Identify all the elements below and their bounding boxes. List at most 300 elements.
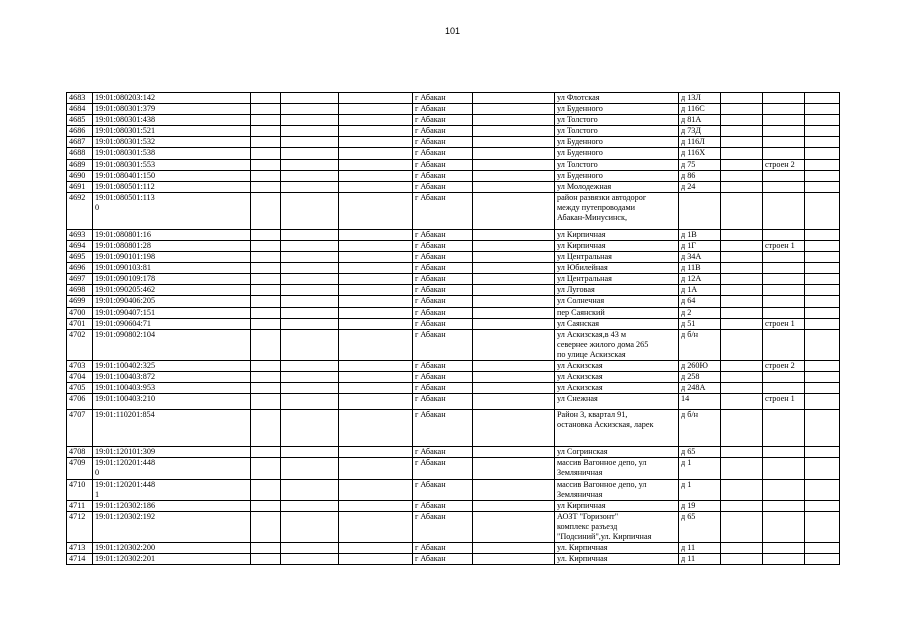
cell-building — [763, 263, 805, 274]
cell-empty — [251, 383, 281, 394]
cell-empty — [805, 104, 840, 115]
cell-street: ул Центральная — [555, 252, 679, 263]
cell-no: 4709 — [67, 458, 93, 479]
cell-street: ул Кирпичная — [555, 229, 679, 240]
cell-street: район развязки автодорог между путепроводами Абакан-Минусинск, — [555, 192, 679, 229]
cell-empty — [281, 360, 339, 371]
cell-city: г Абакан — [413, 93, 473, 104]
cell-empty — [339, 274, 413, 285]
cell-empty — [281, 104, 339, 115]
cell-empty — [251, 447, 281, 458]
cell-street: ул Аскизская — [555, 360, 679, 371]
cell-building — [763, 137, 805, 148]
cell-empty — [721, 458, 763, 479]
cell-empty — [251, 93, 281, 104]
cell-building — [763, 296, 805, 307]
cell-empty — [339, 394, 413, 410]
cell-building — [763, 93, 805, 104]
cell-no: 4704 — [67, 372, 93, 383]
cell-empty — [251, 159, 281, 170]
cell-empty — [805, 372, 840, 383]
cell-empty — [339, 170, 413, 181]
cell-empty — [805, 192, 840, 229]
cell-empty — [805, 263, 840, 274]
cell-empty — [473, 159, 555, 170]
cell-street: ул Кирпичная — [555, 240, 679, 251]
cell-empty — [721, 511, 763, 542]
cell-empty — [473, 479, 555, 500]
cell-empty — [339, 148, 413, 159]
table-row — [67, 148, 840, 159]
cell-empty — [721, 93, 763, 104]
cell-empty — [473, 263, 555, 274]
cell-house: д 51 — [679, 318, 721, 329]
cell-empty — [805, 115, 840, 126]
cell-empty — [721, 554, 763, 565]
cell-building — [763, 329, 805, 360]
cell-no: 4685 — [67, 115, 93, 126]
cell-cadastral: 19:01:090407:151 — [93, 307, 251, 318]
cell-empty — [281, 554, 339, 565]
table-row — [67, 104, 840, 115]
cell-empty — [339, 263, 413, 274]
cell-no: 4690 — [67, 170, 93, 181]
cell-house: д 13Л — [679, 93, 721, 104]
cell-cadastral: 19:01:080501:113 0 — [93, 192, 251, 229]
cell-empty — [805, 181, 840, 192]
cell-empty — [281, 274, 339, 285]
cell-cadastral: 19:01:090604:71 — [93, 318, 251, 329]
cell-street: ул. Кирпичная — [555, 543, 679, 554]
cell-empty — [721, 410, 763, 447]
cell-empty — [251, 240, 281, 251]
cell-house: д 65 — [679, 447, 721, 458]
cell-empty — [473, 410, 555, 447]
cell-empty — [339, 159, 413, 170]
cell-building — [763, 458, 805, 479]
cell-empty — [805, 410, 840, 447]
cell-city: г Абакан — [413, 307, 473, 318]
cell-empty — [473, 296, 555, 307]
cell-empty — [805, 458, 840, 479]
cell-empty — [281, 296, 339, 307]
cell-empty — [721, 318, 763, 329]
cell-cadastral: 19:01:080801:28 — [93, 240, 251, 251]
cell-street: ул Центральная — [555, 274, 679, 285]
cell-house: 14 — [679, 394, 721, 410]
cell-no: 4686 — [67, 126, 93, 137]
cell-empty — [805, 252, 840, 263]
table-row — [67, 296, 840, 307]
cell-city: г Абакан — [413, 115, 473, 126]
cell-building — [763, 410, 805, 447]
cell-cadastral: 19:01:100403:210 — [93, 394, 251, 410]
cell-empty — [721, 126, 763, 137]
cell-empty — [805, 447, 840, 458]
cell-city: г Абакан — [413, 159, 473, 170]
cell-empty — [251, 274, 281, 285]
cell-empty — [281, 170, 339, 181]
table-row — [67, 394, 840, 410]
cell-cadastral: 19:01:090101:198 — [93, 252, 251, 263]
cell-city: г Абакан — [413, 137, 473, 148]
cell-building — [763, 307, 805, 318]
cell-building — [763, 148, 805, 159]
cell-empty — [281, 263, 339, 274]
cell-empty — [251, 181, 281, 192]
cell-empty — [473, 307, 555, 318]
cell-street: ул Толстого — [555, 126, 679, 137]
cell-city: г Абакан — [413, 479, 473, 500]
cell-empty — [473, 500, 555, 511]
cell-empty — [339, 252, 413, 263]
cell-cadastral: 19:01:080301:538 — [93, 148, 251, 159]
table-row — [67, 500, 840, 511]
cell-empty — [473, 554, 555, 565]
cell-building — [763, 554, 805, 565]
cell-house: д 11В — [679, 263, 721, 274]
cell-building — [763, 274, 805, 285]
cell-empty — [281, 318, 339, 329]
cell-empty — [721, 229, 763, 240]
page-number: 101 — [444, 26, 461, 36]
cell-empty — [339, 126, 413, 137]
cell-no: 4701 — [67, 318, 93, 329]
cell-empty — [805, 93, 840, 104]
cell-city: г Абакан — [413, 372, 473, 383]
cell-house: д 34А — [679, 252, 721, 263]
cell-cadastral: 19:01:120101:309 — [93, 447, 251, 458]
cell-empty — [805, 229, 840, 240]
cell-empty — [339, 93, 413, 104]
cell-empty — [473, 274, 555, 285]
cell-building — [763, 500, 805, 511]
cell-empty — [251, 296, 281, 307]
cell-no: 4706 — [67, 394, 93, 410]
cell-empty — [805, 307, 840, 318]
cell-building: строен 2 — [763, 360, 805, 371]
cell-empty — [251, 104, 281, 115]
table-row — [67, 447, 840, 458]
cell-empty — [805, 511, 840, 542]
cell-cadastral: 19:01:080501:112 — [93, 181, 251, 192]
cell-empty — [721, 383, 763, 394]
cell-building: строен 1 — [763, 394, 805, 410]
cell-street: ул Снежная — [555, 394, 679, 410]
cell-empty — [473, 394, 555, 410]
cell-empty — [721, 115, 763, 126]
cell-empty — [473, 137, 555, 148]
cell-empty — [251, 126, 281, 137]
cell-building — [763, 543, 805, 554]
cell-empty — [251, 554, 281, 565]
cell-empty — [721, 137, 763, 148]
registry-table — [66, 92, 840, 565]
cell-street: ул Молодежная — [555, 181, 679, 192]
cell-empty — [281, 148, 339, 159]
table-row — [67, 170, 840, 181]
cell-empty — [339, 329, 413, 360]
cell-street: ул Юбилейная — [555, 263, 679, 274]
table-body — [67, 93, 840, 565]
cell-city: г Абакан — [413, 285, 473, 296]
cell-cadastral: 19:01:080401:150 — [93, 170, 251, 181]
cell-empty — [721, 372, 763, 383]
cell-cadastral: 19:01:100403:953 — [93, 383, 251, 394]
cell-empty — [281, 372, 339, 383]
cell-city: г Абакан — [413, 126, 473, 137]
cell-empty — [339, 500, 413, 511]
cell-city: г Абакан — [413, 192, 473, 229]
cell-empty — [721, 360, 763, 371]
cell-empty — [805, 394, 840, 410]
table-row — [67, 274, 840, 285]
cell-empty — [251, 410, 281, 447]
table-row — [67, 543, 840, 554]
cell-city: г Абакан — [413, 240, 473, 251]
cell-empty — [805, 170, 840, 181]
cell-empty — [721, 148, 763, 159]
cell-no: 4694 — [67, 240, 93, 251]
cell-empty — [251, 394, 281, 410]
cell-house: д б/н — [679, 410, 721, 447]
cell-street: ул. Кирпичная — [555, 554, 679, 565]
cell-city: г Абакан — [413, 181, 473, 192]
cell-city: г Абакан — [413, 318, 473, 329]
cell-no: 4691 — [67, 181, 93, 192]
cell-street: ул Кирпичная — [555, 500, 679, 511]
cell-house: д 1 — [679, 458, 721, 479]
cell-no: 4708 — [67, 447, 93, 458]
cell-empty — [339, 383, 413, 394]
cell-no: 4713 — [67, 543, 93, 554]
cell-building — [763, 383, 805, 394]
cell-no: 4711 — [67, 500, 93, 511]
cell-street: ул Солнечная — [555, 296, 679, 307]
cell-cadastral: 19:01:090205:462 — [93, 285, 251, 296]
cell-house: д 1В — [679, 229, 721, 240]
cell-building — [763, 115, 805, 126]
cell-empty — [721, 104, 763, 115]
table-row — [67, 329, 840, 360]
cell-empty — [805, 274, 840, 285]
cell-building — [763, 170, 805, 181]
cell-empty — [473, 192, 555, 229]
cell-house: д 260Ю — [679, 360, 721, 371]
cell-house: д б/н — [679, 329, 721, 360]
cell-cadastral: 19:01:090406:205 — [93, 296, 251, 307]
cell-empty — [251, 543, 281, 554]
cell-city: г Абакан — [413, 360, 473, 371]
cell-cadastral: 19:01:080203:142 — [93, 93, 251, 104]
cell-street: ул Саянская — [555, 318, 679, 329]
cell-empty — [339, 181, 413, 192]
cell-empty — [339, 360, 413, 371]
cell-no: 4699 — [67, 296, 93, 307]
cell-empty — [251, 318, 281, 329]
table-row — [67, 159, 840, 170]
table-row — [67, 181, 840, 192]
cell-street: ул Согринская — [555, 447, 679, 458]
cell-cadastral: 19:01:080301:521 — [93, 126, 251, 137]
cell-empty — [473, 285, 555, 296]
cell-house — [679, 192, 721, 229]
table-row — [67, 137, 840, 148]
cell-empty — [721, 192, 763, 229]
cell-empty — [721, 543, 763, 554]
cell-empty — [805, 126, 840, 137]
table-row — [67, 252, 840, 263]
cell-street: ул Буденного — [555, 170, 679, 181]
cell-empty — [251, 137, 281, 148]
cell-cadastral: 19:01:120302:200 — [93, 543, 251, 554]
cell-empty — [339, 285, 413, 296]
cell-empty — [281, 410, 339, 447]
cell-cadastral: 19:01:090109:178 — [93, 274, 251, 285]
cell-no: 4683 — [67, 93, 93, 104]
cell-cadastral: 19:01:080301:379 — [93, 104, 251, 115]
cell-empty — [339, 240, 413, 251]
cell-street: ул Толстого — [555, 159, 679, 170]
cell-house: д 248А — [679, 383, 721, 394]
cell-no: 4696 — [67, 263, 93, 274]
cell-empty — [281, 240, 339, 251]
cell-empty — [339, 318, 413, 329]
cell-street: ул Флотская — [555, 93, 679, 104]
cell-empty — [251, 252, 281, 263]
table-row — [67, 511, 840, 542]
cell-house: д 81А — [679, 115, 721, 126]
cell-house: д 1 — [679, 479, 721, 500]
cell-city: г Абакан — [413, 263, 473, 274]
cell-house: д 24 — [679, 181, 721, 192]
cell-cadastral: 19:01:080301:553 — [93, 159, 251, 170]
cell-empty — [721, 447, 763, 458]
cell-empty — [281, 285, 339, 296]
cell-empty — [251, 372, 281, 383]
cell-empty — [251, 263, 281, 274]
cell-empty — [805, 285, 840, 296]
cell-no: 4698 — [67, 285, 93, 296]
cell-no: 4714 — [67, 554, 93, 565]
cell-street: АОЗТ "Горизонт" комплекс разъезд "Подсиний",ул. Кирпичная — [555, 511, 679, 542]
cell-city: г Абакан — [413, 554, 473, 565]
cell-house: д 116Х — [679, 148, 721, 159]
cell-city: г Абакан — [413, 500, 473, 511]
cell-street: Район 3, квартал 91, остановка Аскизская, ларек — [555, 410, 679, 447]
cell-house: д 1Г — [679, 240, 721, 251]
cell-empty — [473, 240, 555, 251]
cell-empty — [281, 181, 339, 192]
cell-building — [763, 104, 805, 115]
cell-no: 4697 — [67, 274, 93, 285]
cell-building — [763, 181, 805, 192]
cell-empty — [721, 394, 763, 410]
cell-house: д 73Д — [679, 126, 721, 137]
cell-empty — [473, 104, 555, 115]
cell-empty — [805, 543, 840, 554]
cell-cadastral: 19:01:100402:325 — [93, 360, 251, 371]
table-row — [67, 93, 840, 104]
cell-empty — [281, 307, 339, 318]
cell-empty — [805, 500, 840, 511]
cell-empty — [473, 329, 555, 360]
cell-empty — [805, 360, 840, 371]
cell-house: д 19 — [679, 500, 721, 511]
table-row — [67, 383, 840, 394]
cell-empty — [473, 360, 555, 371]
cell-empty — [281, 159, 339, 170]
table-row — [67, 285, 840, 296]
cell-empty — [339, 307, 413, 318]
table-row — [67, 372, 840, 383]
cell-empty — [281, 458, 339, 479]
cell-empty — [339, 479, 413, 500]
cell-house: д 116С — [679, 104, 721, 115]
cell-house: д 12А — [679, 274, 721, 285]
table-row — [67, 410, 840, 447]
table-row — [67, 554, 840, 565]
cell-cadastral: 19:01:120201:448 1 — [93, 479, 251, 500]
cell-empty — [339, 115, 413, 126]
cell-empty — [281, 93, 339, 104]
cell-cadastral: 19:01:090103:81 — [93, 263, 251, 274]
table-row — [67, 115, 840, 126]
cell-empty — [251, 360, 281, 371]
cell-no: 4702 — [67, 329, 93, 360]
cell-cadastral: 19:01:120302:186 — [93, 500, 251, 511]
cell-empty — [339, 137, 413, 148]
cell-empty — [339, 511, 413, 542]
cell-street: ул Аскизская,в 43 м севернее жилого дома 265 по улице Аскизская — [555, 329, 679, 360]
table-row — [67, 240, 840, 251]
cell-building — [763, 447, 805, 458]
cell-no: 4712 — [67, 511, 93, 542]
cell-empty — [281, 126, 339, 137]
cell-empty — [473, 383, 555, 394]
cell-no: 4707 — [67, 410, 93, 447]
cell-no: 4689 — [67, 159, 93, 170]
cell-empty — [805, 240, 840, 251]
cell-building — [763, 511, 805, 542]
cell-building: строен 1 — [763, 240, 805, 251]
cell-city: г Абакан — [413, 148, 473, 159]
cell-empty — [281, 383, 339, 394]
cell-empty — [281, 500, 339, 511]
cell-no: 4687 — [67, 137, 93, 148]
cell-empty — [251, 285, 281, 296]
cell-empty — [251, 192, 281, 229]
cell-city: г Абакан — [413, 447, 473, 458]
cell-empty — [339, 447, 413, 458]
cell-empty — [339, 372, 413, 383]
cell-city: г Абакан — [413, 252, 473, 263]
cell-house: д 75 — [679, 159, 721, 170]
cell-empty — [339, 543, 413, 554]
table-row — [67, 318, 840, 329]
cell-no: 4684 — [67, 104, 93, 115]
cell-city: г Абакан — [413, 104, 473, 115]
cell-house: д 65 — [679, 511, 721, 542]
cell-street: ул Буденного — [555, 148, 679, 159]
cell-empty — [281, 511, 339, 542]
cell-no: 4692 — [67, 192, 93, 229]
cell-house: д 2 — [679, 307, 721, 318]
cell-empty — [473, 115, 555, 126]
cell-empty — [251, 115, 281, 126]
cell-city: г Абакан — [413, 229, 473, 240]
cell-empty — [721, 479, 763, 500]
